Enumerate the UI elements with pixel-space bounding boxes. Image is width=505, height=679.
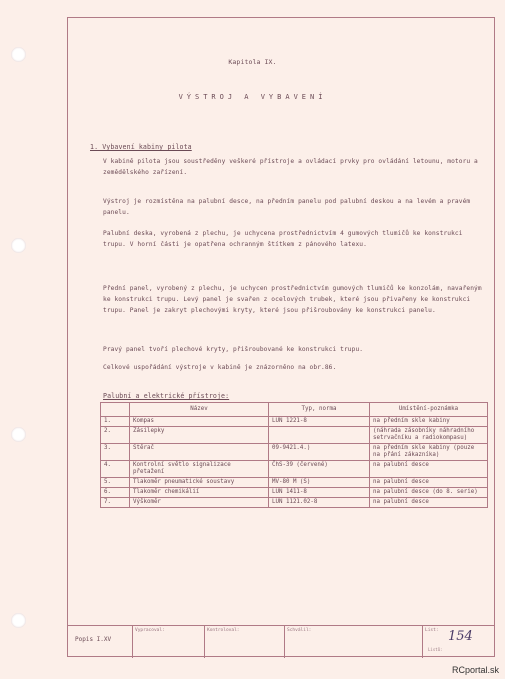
row-note: na předním skle kabiny bbox=[370, 417, 488, 427]
row-note: na palubní desce bbox=[370, 498, 488, 508]
column-header: Název bbox=[130, 403, 269, 417]
page-title: VÝSTROJ A VYBAVENÍ bbox=[178, 93, 327, 101]
section-heading: 1. Vybavení kabiny pilota bbox=[90, 143, 192, 151]
row-number: 1. bbox=[101, 417, 130, 427]
row-number: 3. bbox=[101, 444, 130, 461]
footer-list-label: List: bbox=[425, 628, 439, 633]
row-number: 4. bbox=[101, 461, 130, 478]
row-name: Kompas bbox=[130, 417, 269, 427]
table-header-row bbox=[101, 403, 488, 417]
row-name: Tlakoměr pneumatické soustavy bbox=[130, 478, 269, 488]
footer-book: Popis I.XV bbox=[67, 626, 133, 658]
column-header: Umístění-poznámka bbox=[370, 403, 488, 417]
row-name: Kontrolní světlo signalizace přetažení bbox=[130, 461, 269, 478]
row-number: 2. bbox=[101, 427, 130, 444]
row-name: Zásilepky bbox=[130, 427, 269, 444]
row-number: 6. bbox=[101, 488, 130, 498]
row-number: 5. bbox=[101, 478, 130, 488]
paragraph: Pravý panel tvoří plechové kryty, přišroubované ke konstrukci trupu. bbox=[103, 346, 364, 353]
paragraph: Celkové uspořádání výstroje v kabině je znázorněno na obr.86. bbox=[103, 364, 337, 371]
footer-approved: Schválil: bbox=[285, 626, 423, 658]
column-header: Typ, norma bbox=[269, 403, 370, 417]
punch-hole bbox=[11, 613, 26, 628]
footer-sheets-label: Listů: bbox=[428, 647, 443, 652]
instrument-table bbox=[100, 402, 488, 508]
row-name: Výškoměr bbox=[130, 498, 269, 508]
watermark: RCportal.sk bbox=[451, 665, 499, 675]
row-note: (náhrada zásobníky náhradního setrvačníku a radiokompasu) bbox=[370, 427, 488, 444]
table-row bbox=[101, 478, 488, 488]
footer-checked: Kontroloval: bbox=[205, 626, 285, 658]
row-note: na předním skle kabiny (pouze na přání zákazníka) bbox=[370, 444, 488, 461]
row-type: MV-80 M (S) bbox=[269, 478, 370, 488]
row-type: LUN 1411-8 bbox=[269, 488, 370, 498]
row-name: Stěrač bbox=[130, 444, 269, 461]
row-type: ČhS-39 (červené) bbox=[269, 461, 370, 478]
chapter-heading: Kapitola IX. bbox=[228, 58, 277, 66]
row-note: na palubní desce bbox=[370, 478, 488, 488]
table-caption: Palubní a elektrické přístroje: bbox=[103, 392, 230, 400]
page-number: 154 bbox=[448, 629, 473, 644]
paragraph: V kabině pilota jsou soustředěny veškeré přístroje a ovládací prvky pro ovládání letounu, motoru a zemědělského zařízení. bbox=[103, 158, 478, 176]
punch-hole bbox=[11, 238, 26, 253]
table-row bbox=[101, 427, 488, 444]
punch-hole bbox=[11, 427, 26, 442]
table-row bbox=[101, 444, 488, 461]
row-name: Tlakoměr chemikálií bbox=[130, 488, 269, 498]
page-frame bbox=[67, 17, 495, 657]
table-row bbox=[101, 461, 488, 478]
row-type: LUN 1121.02-8 bbox=[269, 498, 370, 508]
paragraph: Přední panel, vyrobený z plechu, je uchycen prostřednictvím gumových tlumičů ke konzolám, navařeným ke konstrukci trupu. Levý panel je svařen z ocelových trubek, které jsou přivařeny ke konstrukci trupu. Panel je zakryt plechovými kryty, které jsou přišroubovány ke konstrukci panelu. bbox=[103, 285, 482, 314]
row-number: 7. bbox=[101, 498, 130, 508]
table-row bbox=[101, 417, 488, 427]
row-type: 09-9421.4.) bbox=[269, 444, 370, 461]
paragraph: Výstroj je rozmístěna na palubní desce, na předním panelu pod palubní deskou a na levém a pravém panelu. bbox=[103, 198, 471, 216]
row-type bbox=[269, 427, 370, 444]
footer-bar bbox=[67, 625, 495, 658]
footer-prepared: Vypracoval: bbox=[133, 626, 205, 658]
table-row bbox=[101, 498, 488, 508]
paragraph: Palubní deska, vyrobená z plechu, je uchycena prostřednictvím 4 gumových tlumičů ke konstrukci trupu. V horní části je opatřena ochranným štítkem z pánového latexu. bbox=[103, 230, 463, 248]
table-row bbox=[101, 488, 488, 498]
row-type: LUN 1221-8 bbox=[269, 417, 370, 427]
row-note: na palubní desce (do 8. serie) bbox=[370, 488, 488, 498]
row-note: na palubní desce bbox=[370, 461, 488, 478]
